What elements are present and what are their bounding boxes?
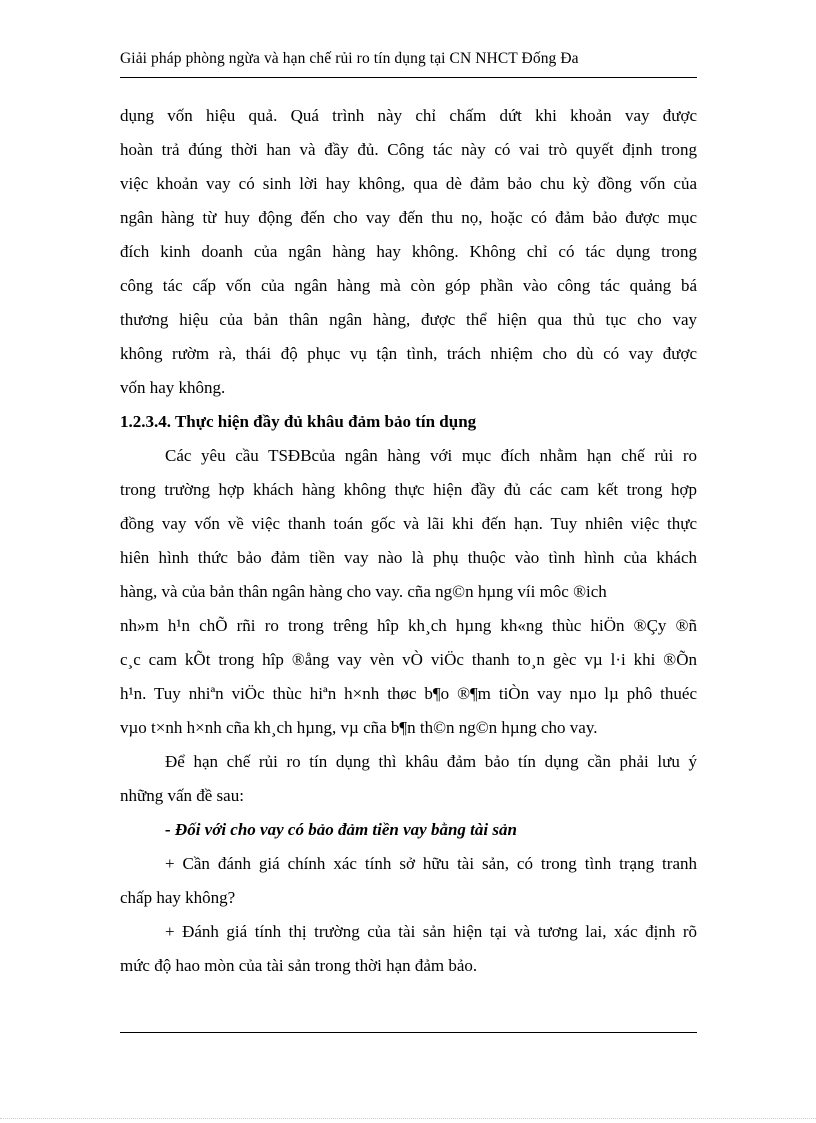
body-line: đồng vay vốn về việc thanh toán gốc và lãi khi đến hạn. Tuy nhiên việc thực xyxy=(120,514,697,533)
body-line: dụng vốn hiệu quả. Quá trình này chỉ chấm dứt khi khoản vay được xyxy=(120,106,697,125)
body-line: mức độ hao mòn của tài sản trong thời hạn đảm bảo. xyxy=(120,956,478,975)
body-line: đích kinh doanh của ngân hàng hay không. Không chỉ có tác dụng trong xyxy=(120,242,697,261)
body-line: công tác cấp vốn của ngân hàng mà còn góp phần vào công tác quảng bá xyxy=(120,276,697,295)
footer-divider xyxy=(120,1032,697,1033)
body-line: hoàn trả đúng thời han và đầy đủ. Công tác này có vai trò quyết định trong xyxy=(120,140,697,159)
body-line: c¸c cam kÕt trong hîp ®ång vay vèn vÒ viÖc thanh to¸n gèc vµ l·i khi ®Õn xyxy=(120,650,697,669)
body-line: Để hạn chế rủi ro tín dụng thì khâu đảm bảo tín dụng cần phải lưu ý xyxy=(165,752,697,771)
section-heading: 1.2.3.4. Thực hiện đầy đủ khâu đảm bảo tín dụng xyxy=(120,412,477,431)
body-line: vốn hay không. xyxy=(120,378,226,397)
document-body xyxy=(120,99,697,983)
sub-heading: - Đối với cho vay có bảo đảm tiền vay bằng tài sản xyxy=(165,820,517,839)
body-line: thương hiệu của bản thân ngân hàng, được thể hiện qua thủ tục cho vay xyxy=(120,310,697,329)
body-line: chấp hay không? xyxy=(120,888,236,907)
body-line: + Cần đánh giá chính xác tính sở hữu tài sản, có trong tình trạng tranh xyxy=(165,854,697,873)
body-line: hàng, và của bản thân ngân hàng cho vay. cña ng©n hµng víi môc ®ich xyxy=(120,582,607,601)
body-line: ngân hàng từ huy động đến cho vay đến thu nọ, hoặc có đảm bảo được mục xyxy=(120,208,697,227)
body-line: vµo t×nh h×nh cña kh¸ch hµng, vµ cña b¶n th©n ng©n hµng cho vay. xyxy=(120,718,598,737)
body-line: hiên hình thức bảo đảm tiền vay nào là phụ thuộc vào tình hình của khách xyxy=(120,548,697,567)
header-divider xyxy=(120,77,697,78)
body-line: h¹n. Tuy nhiªn viÖc thùc hiªn h×nh thøc b¶o ®¶m tiÒn vay nµo lµ phô thuéc xyxy=(120,684,697,703)
body-line: không rườm rà, thái độ phục vụ tận tình, trách nhiệm cho dù có vay được xyxy=(120,344,697,363)
body-line: trong trường hợp khách hàng không thực hiện đầy đủ các cam kết trong hợp xyxy=(120,480,697,499)
page-header-title: Giải pháp phòng ngừa và hạn chế rủi ro tín dụng tại CN NHCT Đống Đa xyxy=(120,50,579,67)
body-line: việc khoản vay có sinh lời hay không, qua dè đảm bảo chu kỳ đồng vốn của xyxy=(120,174,697,193)
body-line: Các yêu cầu TSĐBcủa ngân hàng với mục đích nhằm hạn chế rủi ro xyxy=(165,446,697,465)
page-edge xyxy=(0,1118,816,1119)
body-line: + Đánh giá tính thị trường của tài sản hiện tại và tương lai, xác định rõ xyxy=(165,922,697,941)
body-line: những vấn đề sau: xyxy=(120,786,244,805)
body-line: nh»m h¹n chÕ rñi ro trong trêng hîp kh¸ch hµng kh«ng thùc hiÖn ®Çy ®ñ xyxy=(120,616,697,635)
